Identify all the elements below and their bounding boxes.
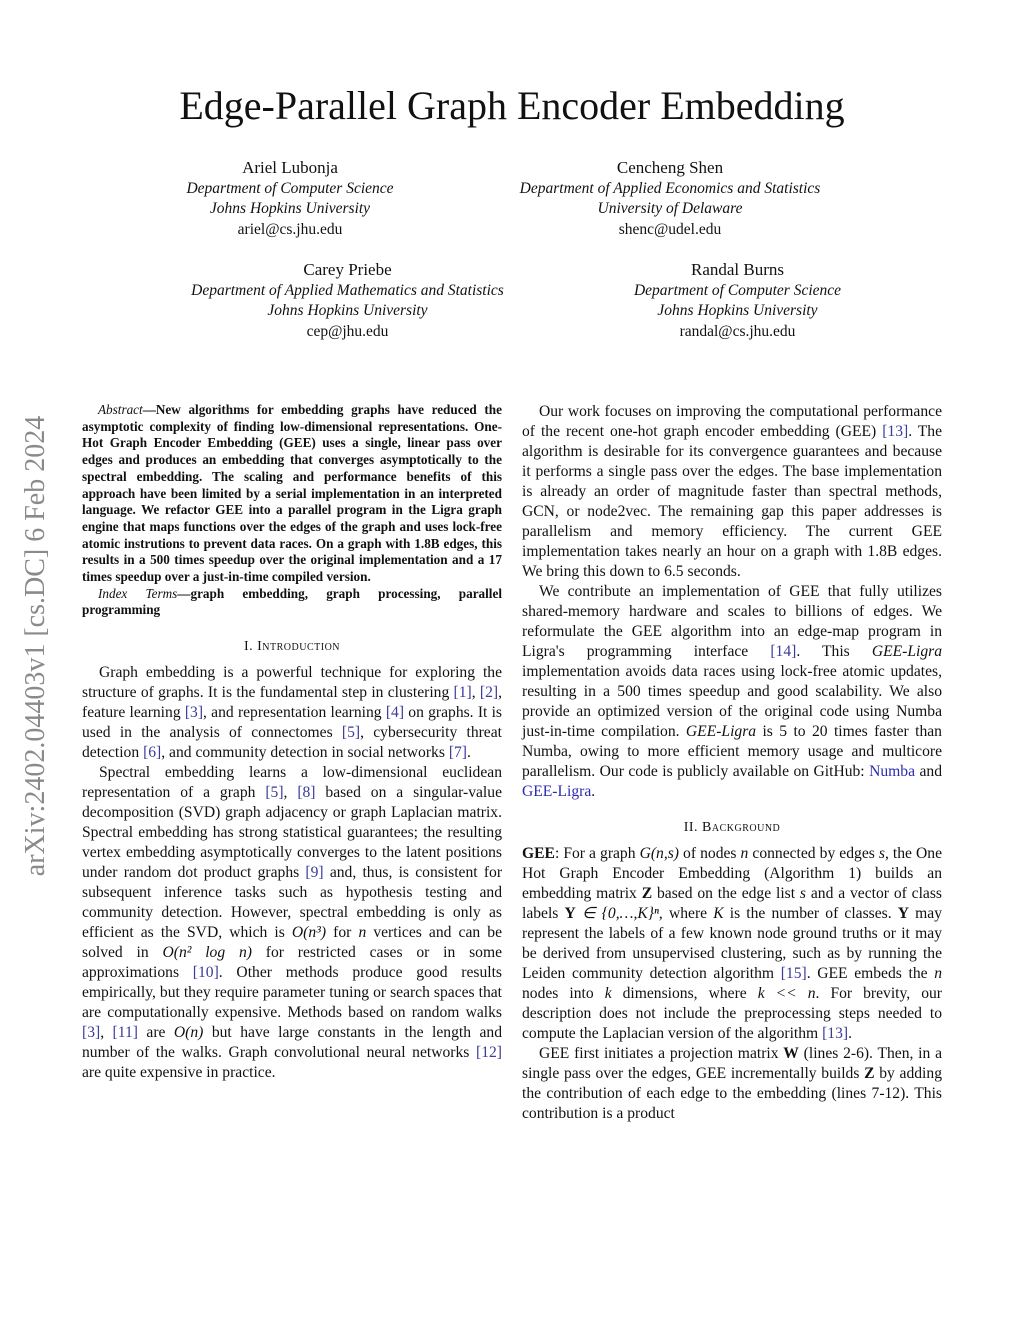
numba-link[interactable]: Numba — [869, 763, 916, 780]
citation-link[interactable]: [4] — [385, 704, 405, 722]
citation-link[interactable]: [13] — [822, 1025, 849, 1042]
paper-title: Edge-Parallel Graph Encoder Embedding — [179, 83, 845, 128]
citation-link[interactable]: [12] — [476, 1044, 502, 1062]
bold-term: Y — [897, 905, 910, 922]
index-terms-label: Index Terms — [98, 585, 178, 601]
citation-link[interactable]: [5] — [265, 784, 284, 802]
author-university: Johns Hopkins University — [657, 302, 818, 320]
author-name: Carey Priebe — [303, 260, 392, 279]
author-email: cep@jhu.edu — [306, 322, 389, 340]
math-expression: k << n — [757, 985, 816, 1002]
citation-link[interactable]: [15] — [780, 965, 807, 982]
math-expression: O(n² log n) — [162, 944, 252, 962]
index-terms-text: —graph embedding, graph processing, parallel programming — [82, 585, 502, 618]
author-name: Ariel Lubonja — [242, 158, 338, 177]
citation-link[interactable]: [5] — [341, 724, 361, 742]
right-paragraph-3: GEE: For a graph G(n,s) of nodes n connected by edges s, the One Hot Graph Encoder Embedding (Algorithm 1) builds an embedding matrix Z based on the edge list s and a vector of class labels Y ∈ {0,…,K}ⁿ, where K is the number of classes. Y may represent the labels of a few known node ground truths or it may be derived from unsupervised clustering, such as by running the Leiden community detection algorithm [15]. GEE embeds the n nodes into k dimensions, where k << n. For brevity, our description does not include the preprocessing steps needed to compute the Laplacian version of the algorithm [13]. — [522, 845, 943, 1042]
author-block-1 — [150, 157, 430, 240]
citation-link[interactable]: [3] — [82, 1024, 101, 1042]
math-expression: ∈ {0,…,K}ⁿ — [575, 905, 659, 922]
citation-link[interactable]: [3] — [184, 704, 204, 722]
math-expression: k — [604, 985, 612, 1002]
right-paragraph-2: We contribute an implementation of GEE that fully utilizes shared-memory hardware and scales to billions of edges. We reformulate the GEE algorithm into an edge-map program in Ligra's programming interface [14]. This GEE-Ligra implementation avoids data races using lock-free atomic updates, resulting in a 500 times speedup and good scalability. We also provide an optimized version of the original code using Numba just-in-time compilation. GEE-Ligra is 5 to 20 times faster than Numba, owing to more efficient memory usage and multicore parallelism. Our code is publicly available on GitHub: Numba and GEE-Ligra. — [522, 583, 942, 800]
math-expression: s — [878, 845, 885, 862]
author-department: Department of Applied Economics and Statistics — [519, 180, 821, 197]
author-university: Johns Hopkins University — [209, 200, 371, 218]
math-expression: n — [358, 924, 367, 942]
italic-term: GEE-Ligra — [871, 643, 942, 660]
intro-paragraph-1: Graph embedding is a powerful technique for exploring the structure of graphs. It is the fundamental step in clustering [1], [2], feature learning [3], and representation learning [4] on graphs. It is used in the analysis of connectomes [5], cybersecurity threat detection [6], and community detection in social networks [7]. — [82, 664, 503, 762]
right-paragraph-4: GEE first initiates a projection matrix W (lines 2-6). Then, in a single pass over the edges, GEE incrementally builds Z by adding the contribution of each edge to the embedding (lines 7-12). This contribution is a product — [522, 1045, 942, 1122]
author-name: Randal Burns — [690, 260, 785, 279]
math-expression: O(n) — [173, 1024, 204, 1042]
right-paragraph-1: Our work focuses on improving the computational performance of the recent one-hot graph encoder embedding (GEE) [13]. The algorithm is desirable for its convergence guarantees and because it performs a single pass over the edges. The base implementation is already an order of magnitude faster than spectral methods, GCN, or node2vec. The remaining gap this paper addresses is parallelism and memory efficiency. The current GEE implementation takes nearly an hour on a graph with 1.8B edges. We bring this down to 6.5 seconds. — [522, 403, 942, 580]
author-email: ariel@cs.jhu.edu — [237, 220, 343, 238]
section-heading-introduction: I. Introduction — [243, 639, 341, 655]
abstract — [82, 402, 502, 586]
author-email: shenc@udel.edu — [618, 220, 722, 238]
author-university: University of Delaware — [597, 200, 743, 218]
author-block-2 — [480, 157, 860, 240]
citation-link[interactable]: [14] — [770, 643, 797, 660]
citation-link[interactable]: [10] — [192, 964, 219, 982]
intro-paragraph-2: Spectral embedding learns a low-dimensional euclidean representation of a graph [5], [8] based on a singular-value decomposition (SVD) graph adjacency or graph Laplacian matrix. Spectral embedding has strong statistical guarantees; the resulting vertex embedding asymptotically converges to the latent positions under random dot product graphs [9] and, thus, is consistent for subsequent inference tasks such as hypothesis testing and community detection. However, spectral embedding is only as efficient as the SVD, which is O(n³) for n vertices and can be solved in O(n² log n) for restricted cases or in some approximations [10]. Other methods produce good results empirically, but they require parameter tuning or search spaces that are computationally expensive. Methods based on random walks [3], [11] are O(n) but have large constants in the length and number of the walks. Graph convolutional neural networks [12] are quite expensive in practice. — [82, 764, 503, 1082]
math-expression: O(n³) — [291, 924, 327, 942]
italic-term: GEE-Ligra — [685, 723, 757, 740]
arxiv-identifier — [16, 362, 56, 930]
author-university: Johns Hopkins University — [267, 302, 428, 320]
abstract-text: —New algorithms for embedding graphs have reduced the asymptotic complexity of finding low-dimensional representations. One-Hot Graph Encoder Embedding (GEE) uses a single, linear pass over edges and produces an embedding that converges asymptotically to the spectral embedding. The scaling and performance benefits of this approach have been limited by a serial implementation in an interpreted language. We refactor GEE into a parallel program in the Ligra graph engine that maps functions over the edges of the graph and uses lock-free atomic instrutions to prevent data races. On a graph with 1.8B edges, this results in a 500 times speedup over the original implementation and a 17 times speedup over a just-in-time compiled version. — [82, 402, 502, 585]
citation-link[interactable]: [2] — [479, 684, 499, 702]
left-column — [82, 402, 502, 1083]
bold-term: Z — [864, 1065, 875, 1082]
math-expression: s — [799, 885, 806, 902]
math-expression: K — [713, 905, 724, 922]
citation-link[interactable]: [6] — [143, 744, 162, 762]
bold-term: W — [783, 1045, 799, 1062]
index-terms — [82, 586, 502, 619]
bold-term: Z — [641, 885, 653, 902]
citation-link[interactable]: [7] — [448, 744, 467, 762]
gee-ligra-link[interactable]: GEE-Ligra — [522, 783, 592, 800]
author-block-3 — [150, 259, 545, 342]
citation-link[interactable]: [13] — [882, 423, 909, 440]
author-department: Department of Computer Science — [633, 282, 842, 299]
citation-link[interactable]: [9] — [305, 864, 324, 882]
math-expression: n — [740, 845, 749, 862]
citation-link[interactable]: [8] — [297, 784, 316, 802]
math-expression: n — [934, 965, 942, 982]
bold-term: Y — [564, 905, 576, 922]
author-block-4 — [595, 259, 880, 342]
abstract-label: Abstract — [98, 402, 143, 417]
bold-term: GEE — [522, 845, 555, 862]
right-column — [522, 402, 942, 1124]
author-email: randal@cs.jhu.edu — [679, 322, 796, 340]
math-expression: G(n,s) — [639, 845, 679, 862]
section-heading-background: II. Background — [683, 820, 781, 835]
author-department: Department of Computer Science — [186, 180, 394, 197]
citation-link[interactable]: [11] — [112, 1024, 138, 1042]
citation-link[interactable]: [1] — [453, 684, 472, 702]
author-department: Department of Applied Mathematics and Statistics — [191, 282, 504, 299]
arxiv-identifier-text: arXiv:2402.04403v1 [cs.DC] 6 Feb 2024 — [20, 415, 51, 877]
author-name: Cencheng Shen — [616, 158, 724, 177]
